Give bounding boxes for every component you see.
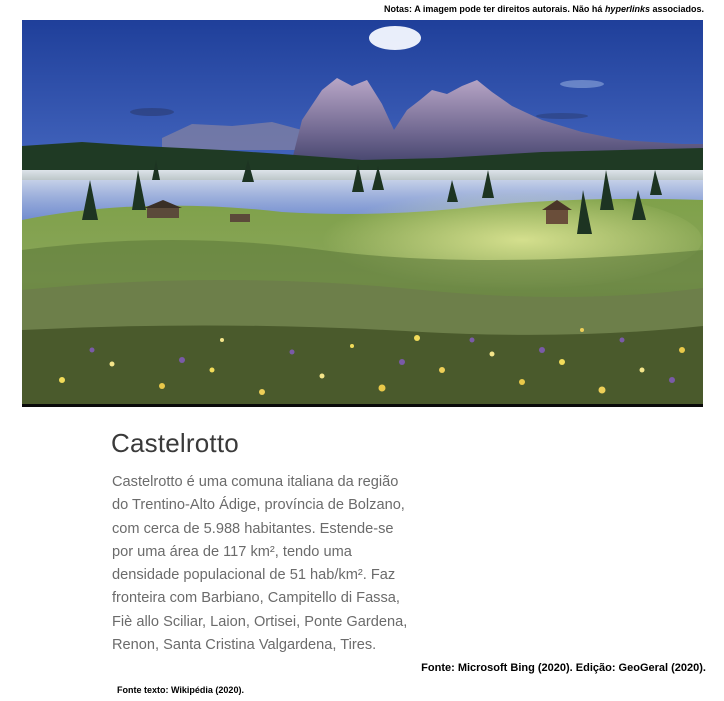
image-source-caption: Fonte: Microsoft Bing (2020). Edição: GeoGeral (2020). (421, 662, 706, 674)
copyright-note-emphasis: hyperlinks (604, 4, 650, 14)
text-source-caption: Fonte texto: Wikipédia (2020). (117, 685, 244, 695)
landscape-photo (22, 20, 703, 407)
copyright-note (384, 4, 704, 14)
landscape-illustration (22, 20, 703, 407)
copyright-note-suffix: associados. (649, 4, 704, 14)
copyright-note-prefix: Notas: A imagem pode ter direitos autorais. Não há (384, 4, 605, 14)
place-description: Castelrotto é uma comuna italiana da região do Trentino-Alto Ádige, província de Bolzano, com cerca de 5.988 habitantes. Estende-se por uma área de 117 km², tendo uma densidade populacional de 51 hab/km². Faz fronteira com Barbiano, Campitello di Fassa, Fiè allo Sciliar, Laion, Ortisei, Ponte Gardena, Renon, Santa Cristina Valgardena, Tires. (112, 474, 408, 654)
place-title: Castelrotto (111, 428, 239, 458)
